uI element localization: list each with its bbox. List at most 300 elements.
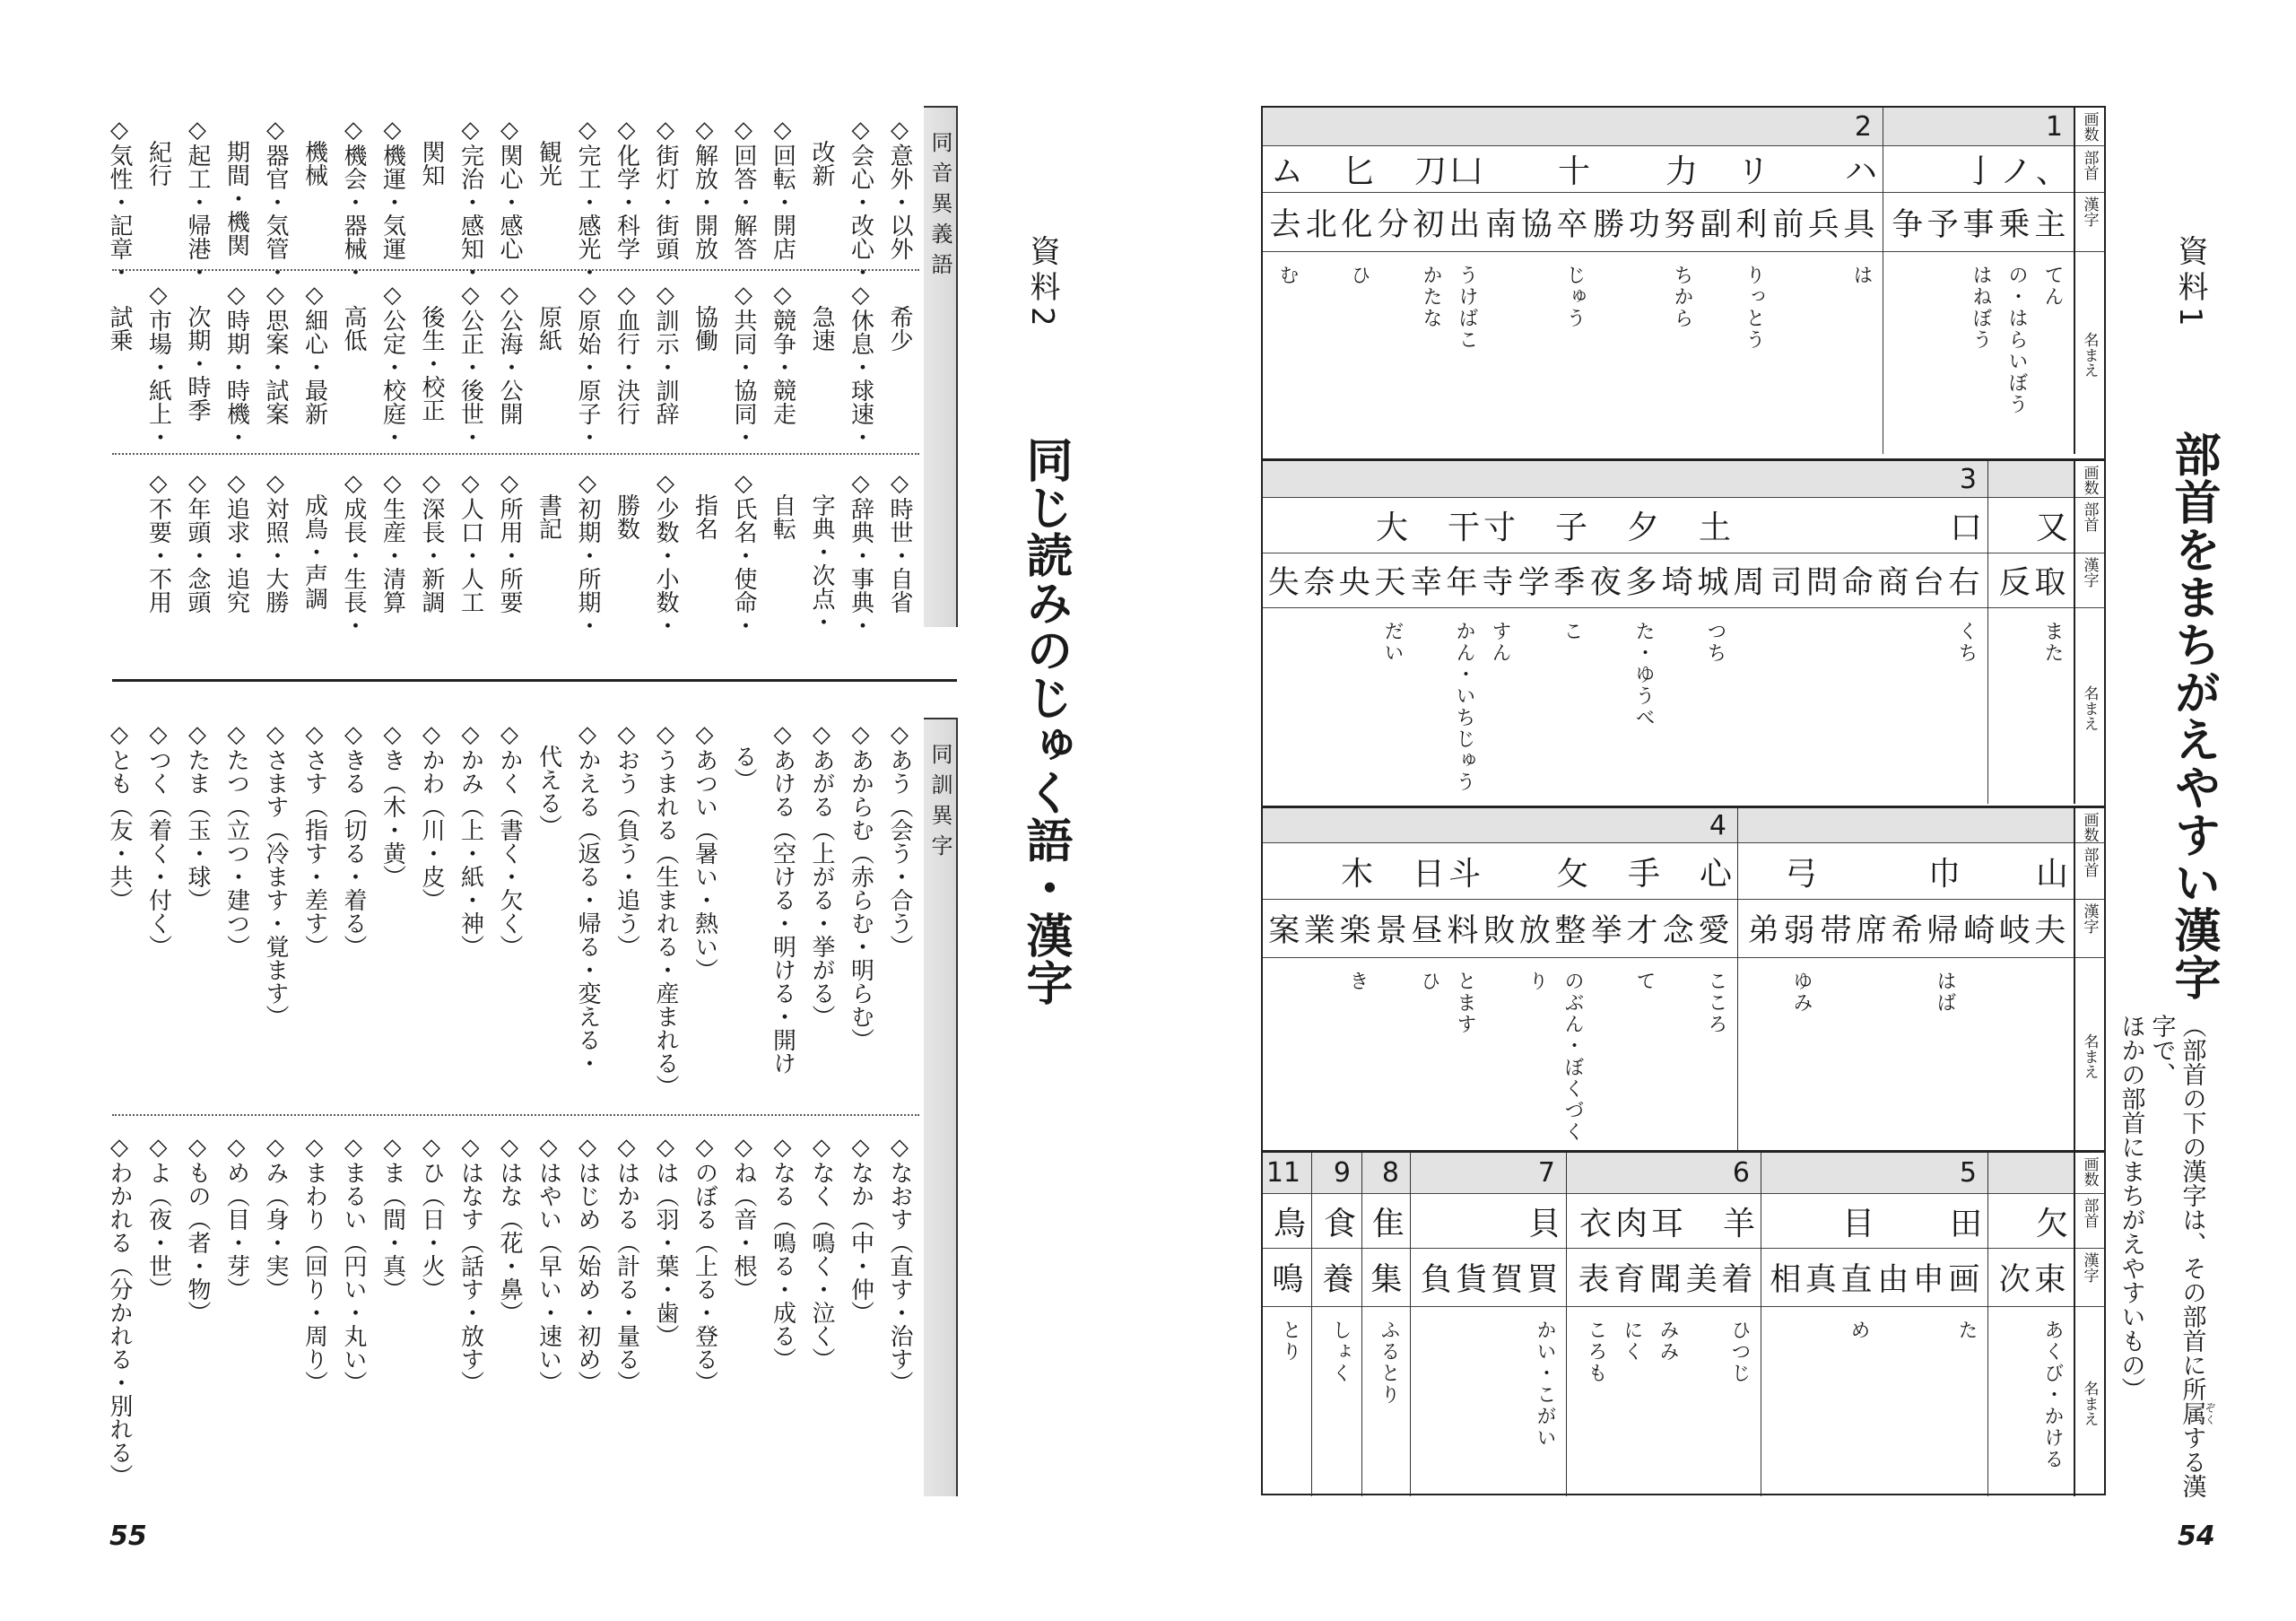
kanji-row bbox=[1263, 1249, 1311, 1307]
radical-name: しょく bbox=[1329, 1320, 1352, 1384]
reading-group bbox=[1375, 958, 1447, 1150]
reading-group bbox=[1410, 608, 1482, 804]
row-label-cell bbox=[2075, 252, 2104, 454]
radical-row bbox=[1411, 1194, 1566, 1249]
name-row bbox=[1988, 608, 2074, 804]
list-column: ◇なか（中・仲） bbox=[847, 1134, 874, 1324]
stroke-group-cell bbox=[1988, 1153, 2074, 1496]
kanji-list: 育 bbox=[1613, 1262, 1649, 1298]
radical: 十 bbox=[1557, 153, 1590, 190]
homonyms-tier-2 bbox=[99, 1134, 918, 1487]
row-label-cell bbox=[2075, 146, 2104, 193]
list-column: ◇きる（切る・着る） bbox=[340, 721, 367, 958]
section-cells bbox=[1263, 1153, 2074, 1496]
reading-group bbox=[1700, 252, 1771, 454]
radical: 目 bbox=[1841, 1205, 1874, 1242]
list-column: ◇成長・生長・ bbox=[340, 470, 367, 637]
radical-name: だい bbox=[1381, 621, 1404, 664]
kanji-group bbox=[1613, 1249, 1649, 1306]
stroke-count: 7 bbox=[1411, 1153, 1566, 1194]
kanji-group bbox=[1592, 193, 1700, 251]
list-column: ◇人口・人工 bbox=[457, 470, 484, 614]
list-column: 次期・時季 bbox=[184, 305, 211, 422]
kanji-group bbox=[1769, 553, 1984, 607]
table-section bbox=[1263, 458, 2104, 804]
radical-name bbox=[2034, 958, 2070, 1150]
list-column: ◇公正・後世・ bbox=[457, 282, 484, 449]
radical: 亅 bbox=[1963, 153, 1996, 190]
list-column: ◇解放・開放 bbox=[691, 117, 718, 260]
kanji-group bbox=[1685, 1249, 1757, 1306]
kanji-row bbox=[1362, 1249, 1410, 1307]
list-column: 指名 bbox=[691, 493, 718, 540]
radical-group bbox=[1998, 1194, 2070, 1248]
kanji-row bbox=[1263, 553, 1987, 608]
ruby-base: 属 bbox=[2178, 1401, 2206, 1425]
list-column: ◇市場・紙上・ bbox=[144, 282, 172, 449]
radical: 刀 bbox=[1413, 153, 1447, 190]
radical-group bbox=[1589, 498, 1661, 553]
radical: 土 bbox=[1698, 510, 1731, 546]
radical-group bbox=[1518, 498, 1589, 553]
kanji-list: 相真直 bbox=[1770, 1262, 1876, 1298]
radical: 巾 bbox=[1927, 855, 1961, 893]
kanji-group bbox=[1662, 900, 1734, 957]
radical: リ bbox=[1736, 153, 1770, 190]
section-label-1 bbox=[2169, 235, 2213, 332]
section-label-char: 料 bbox=[1024, 271, 1060, 307]
stroke-count: 5 bbox=[1761, 1153, 1987, 1194]
stroke-group-cell bbox=[1567, 1153, 1761, 1496]
kanji-row bbox=[1988, 1249, 2074, 1307]
kanji-list: 去 bbox=[1269, 206, 1305, 243]
row-label-cell bbox=[2075, 958, 2104, 1150]
name-row bbox=[1567, 1307, 1761, 1496]
reading-group bbox=[1266, 608, 1410, 804]
kanji-row bbox=[1411, 1249, 1566, 1307]
list-column: ◇のぼる（上る・登る） bbox=[691, 1134, 718, 1394]
name-row bbox=[1263, 252, 1883, 454]
radical: 田 bbox=[1949, 1205, 1982, 1242]
row-labels bbox=[2074, 1153, 2104, 1496]
reading-group bbox=[1662, 958, 1734, 1150]
radical-group bbox=[1662, 843, 1734, 899]
list-column: ◇き（木・黄） bbox=[378, 721, 406, 888]
kanji-list: 副利 bbox=[1700, 206, 1771, 243]
list-column: ◇わかれる（分かれる・別れる） bbox=[106, 1134, 133, 1487]
radical-name: はば bbox=[1934, 971, 1956, 1014]
list-column: ◇あがる（上がる・挙がる） bbox=[808, 721, 835, 1028]
kanji-group bbox=[1269, 193, 1305, 251]
row-label-cell bbox=[2075, 461, 2104, 498]
radical-group bbox=[1747, 843, 1819, 899]
reading-group bbox=[1484, 252, 1592, 454]
list-column: ◇はなす（話す・放す） bbox=[457, 1134, 484, 1394]
reading-group bbox=[1269, 252, 1305, 454]
list-column: 観光 bbox=[535, 140, 562, 187]
kanji-row bbox=[1312, 1249, 1361, 1307]
radical: 夕 bbox=[1626, 510, 1659, 546]
kanji-group bbox=[1589, 553, 1661, 607]
list-column: 勝数 bbox=[613, 493, 640, 540]
radical: 大 bbox=[1375, 510, 1408, 546]
reading-group bbox=[1578, 1307, 1613, 1496]
radical: 又 bbox=[2035, 510, 2068, 546]
list-column: ◇よ（夜・世） bbox=[144, 1134, 172, 1301]
list-column: ◇追求・追究 bbox=[222, 470, 250, 614]
kanji-group bbox=[1962, 900, 2070, 957]
radical-table bbox=[1261, 106, 2106, 1495]
radical: 、 bbox=[2035, 153, 2068, 190]
radical-group bbox=[1613, 1194, 1649, 1248]
kanji-list: 幸年 bbox=[1410, 565, 1482, 601]
kanji-row bbox=[1988, 553, 2074, 608]
homonyms-label-text: 同訓異字 bbox=[927, 743, 952, 865]
stroke-group-cell bbox=[1761, 1153, 1988, 1496]
radical-group bbox=[1447, 843, 1483, 899]
name-row bbox=[1411, 1307, 1566, 1496]
radical-row bbox=[1883, 146, 2074, 193]
section-label-char: 1 bbox=[2172, 307, 2208, 332]
table-section bbox=[1263, 1150, 2104, 1496]
kanji-group bbox=[1484, 193, 1592, 251]
subtitle-text: する漢字で、 bbox=[2147, 1014, 2206, 1498]
list-column: ◇さます（冷ます・覚ます） bbox=[262, 721, 289, 1028]
radical-name: は bbox=[1850, 265, 1873, 286]
kanji-list: 乗 bbox=[1998, 206, 2034, 243]
kanji-list: 養 bbox=[1322, 1262, 1358, 1298]
radical-group bbox=[1269, 146, 1305, 192]
name-row bbox=[1761, 1307, 1987, 1496]
list-column: ◇関心・感心 bbox=[496, 117, 523, 260]
stroke-count bbox=[1988, 461, 2074, 498]
row-label: 名まえ bbox=[2080, 1381, 2099, 1426]
row-label: 部首 bbox=[2080, 150, 2099, 180]
kanji-group bbox=[1419, 1249, 1562, 1306]
list-column: ◇たま（玉・球） bbox=[184, 721, 211, 911]
kanji-group bbox=[1266, 553, 1410, 607]
kanji-list: 主 bbox=[2034, 206, 2070, 243]
radical-name: た・ゆうべ bbox=[1632, 621, 1655, 728]
list-column: ◇かく（書く・欠く） bbox=[496, 721, 523, 958]
list-column: ◇器官・気管・ bbox=[262, 117, 289, 283]
kanji-row bbox=[1263, 900, 1737, 958]
list-column: ◇あける（空ける・明ける・開け bbox=[769, 721, 796, 1075]
radical: 木 bbox=[1340, 855, 1373, 893]
row-label-cell bbox=[2075, 900, 2104, 958]
kanji-list: 敗放整 bbox=[1483, 913, 1590, 949]
list-column: ◇年頭・念頭 bbox=[184, 470, 211, 614]
radical-name: じゅう bbox=[1563, 265, 1586, 329]
stroke-count bbox=[1738, 808, 2074, 843]
stroke-count: 6 bbox=[1567, 1153, 1761, 1194]
list-column: 原紙 bbox=[535, 305, 562, 352]
radical: 干 bbox=[1447, 510, 1480, 546]
list-column: 機械 bbox=[300, 140, 328, 187]
stroke-group-cell bbox=[1263, 808, 1738, 1150]
radical-group bbox=[1266, 498, 1410, 553]
radical-name: ちから bbox=[1671, 265, 1693, 329]
kanji-list: 念愛 bbox=[1662, 913, 1734, 949]
kanji-group bbox=[1649, 1249, 1685, 1306]
kanji-group bbox=[1700, 193, 1771, 251]
kanji-list: 表 bbox=[1578, 1262, 1613, 1298]
radical: 耳 bbox=[1650, 1205, 1683, 1242]
list-column: ◇ひ（日・火） bbox=[418, 1134, 445, 1301]
row-label-cell bbox=[2075, 608, 2104, 804]
kanji-group bbox=[1998, 193, 2034, 251]
row-label-cell bbox=[2075, 843, 2104, 900]
page-number-left: 55 bbox=[109, 1521, 147, 1552]
reading-group bbox=[1305, 252, 1377, 454]
list-column: 希少 bbox=[886, 305, 913, 352]
section-cells bbox=[1263, 108, 2074, 454]
list-column: ◇競争・競走 bbox=[769, 282, 796, 425]
kanji-group bbox=[1377, 193, 1448, 251]
radical: 凵 bbox=[1449, 153, 1483, 190]
kanji-list: 反取 bbox=[1998, 565, 2070, 601]
radical-group bbox=[1305, 146, 1377, 192]
list-column: ◇はかる（計る・量る） bbox=[613, 1134, 640, 1394]
kanji-group bbox=[1322, 1249, 1358, 1306]
radical: 羊 bbox=[1722, 1205, 1755, 1242]
radical-group bbox=[1891, 146, 1998, 192]
radical-group bbox=[1962, 843, 2070, 899]
radical-name: とり bbox=[1279, 1320, 1301, 1363]
list-column: ◇つく（着く・付く） bbox=[144, 721, 172, 958]
kanji-group bbox=[1410, 553, 1482, 607]
homonyms-tier-1 bbox=[99, 721, 918, 1107]
list-column: ◇訓示・訓辞 bbox=[652, 282, 679, 425]
kanji-group bbox=[1747, 900, 1819, 957]
kanji-list: 帯席希帰 bbox=[1820, 913, 1962, 949]
row-label: 漢字 bbox=[2080, 1252, 2099, 1283]
reading-group bbox=[1771, 252, 1879, 454]
divider-solid bbox=[112, 679, 957, 682]
row-label-cell bbox=[2075, 498, 2104, 553]
list-column: ◇時期・時機・ bbox=[222, 282, 250, 449]
stroke-group-cell bbox=[1263, 1153, 1312, 1496]
radical: 攵 bbox=[1555, 855, 1588, 893]
list-column: 急速 bbox=[808, 305, 835, 352]
row-labels bbox=[2074, 108, 2104, 454]
kanji-list: 鳴 bbox=[1272, 1262, 1308, 1298]
section-label-char: 2 bbox=[1024, 307, 1060, 332]
kanji-group bbox=[1578, 1249, 1613, 1306]
reading-group bbox=[2034, 252, 2070, 454]
radical-name: みみ bbox=[1657, 1320, 1679, 1363]
reading-group bbox=[1649, 1307, 1685, 1496]
stroke-group-cell bbox=[1263, 461, 1988, 804]
kanji-list: 由申画 bbox=[1877, 1262, 1984, 1298]
row-label-cell bbox=[2075, 1249, 2104, 1307]
name-row bbox=[1263, 958, 1737, 1150]
subtitle-ruby bbox=[2178, 1401, 2216, 1425]
kanji-list: 案業楽 bbox=[1268, 913, 1375, 949]
list-column: 代える） bbox=[535, 745, 562, 838]
list-column: ◇かわ（川・皮） bbox=[418, 721, 445, 911]
kanji-row bbox=[1263, 193, 1883, 252]
list-column: ◇あからむ（赤らむ・明らむ） bbox=[847, 721, 874, 1051]
list-column: ◇たつ（立つ・建つ） bbox=[222, 721, 250, 958]
radical-name: き bbox=[1346, 971, 1369, 992]
radical-group bbox=[1661, 498, 1733, 553]
radical: 日 bbox=[1412, 855, 1445, 893]
kanji-row bbox=[1738, 900, 2074, 958]
radical-group bbox=[1685, 1194, 1757, 1248]
name-row bbox=[1738, 958, 2074, 1150]
kanji-list: 司問命商台右 bbox=[1770, 565, 1984, 601]
radical: 山 bbox=[2035, 855, 2068, 893]
radical-group bbox=[1272, 1194, 1308, 1248]
stroke-count: 3 bbox=[1263, 461, 1987, 498]
section-label-2 bbox=[1021, 235, 1065, 332]
radical: ム bbox=[1270, 153, 1303, 190]
radical-name: た bbox=[1955, 1320, 1978, 1341]
reading-group bbox=[1419, 1307, 1562, 1496]
radical-group bbox=[1448, 146, 1484, 192]
row-label-cell bbox=[2075, 808, 2104, 843]
divider-dotted bbox=[112, 1114, 919, 1116]
list-column: ◇氏名・使命・ bbox=[730, 470, 757, 637]
row-label: 漢字 bbox=[2080, 557, 2099, 588]
row-label: 画数 bbox=[2080, 465, 2099, 495]
list-column: ◇深長・新調 bbox=[418, 470, 445, 614]
reading-group bbox=[1590, 958, 1662, 1150]
list-column: 自転 bbox=[769, 493, 796, 540]
kanji-group bbox=[1998, 553, 2070, 607]
table-section bbox=[1263, 108, 2104, 454]
list-column: 紀行 bbox=[144, 140, 172, 187]
kanji-list: 負貨賀買 bbox=[1420, 1262, 1562, 1298]
row-label-cell bbox=[2075, 193, 2104, 252]
reading-group bbox=[1448, 252, 1484, 454]
list-column: ◇はやい（早い・速い） bbox=[535, 1134, 562, 1394]
radical-name: かたな bbox=[1420, 265, 1442, 329]
reading-group bbox=[1613, 1307, 1649, 1496]
radical-name: かい・こがい bbox=[1534, 1320, 1556, 1449]
name-row bbox=[1362, 1307, 1410, 1496]
kanji-list: 埼城 bbox=[1661, 565, 1733, 601]
radical-row bbox=[1263, 146, 1883, 193]
radical-group bbox=[1592, 146, 1700, 192]
radical-name: む bbox=[1276, 265, 1299, 286]
name-row bbox=[1263, 608, 1987, 804]
radical-group bbox=[1876, 1194, 1984, 1248]
radical-group bbox=[1578, 1194, 1613, 1248]
section-label-char: 資 bbox=[2172, 235, 2208, 271]
reading-group bbox=[1876, 1307, 1984, 1496]
list-column: ◇まわり（回り・周り） bbox=[300, 1134, 328, 1394]
homophones-tier-2 bbox=[99, 282, 918, 448]
radical-name: りっとう bbox=[1743, 265, 1765, 351]
list-column: ◇完治・感知・ bbox=[457, 117, 484, 283]
radical: 衣 bbox=[1578, 1205, 1612, 1242]
list-column: ◇め（目・芽） bbox=[222, 1134, 250, 1301]
row-label: 部首 bbox=[2080, 501, 2099, 532]
reading-group bbox=[1769, 1307, 1876, 1496]
radical: 欠 bbox=[2035, 1205, 2068, 1242]
reading-group bbox=[1447, 958, 1483, 1150]
radical-group bbox=[1375, 843, 1447, 899]
radical-group bbox=[1733, 498, 1769, 553]
kanji-list: 弟弱 bbox=[1747, 913, 1819, 949]
list-column: ◇ね（音・根） bbox=[730, 1134, 757, 1301]
list-column: ◇さす（指す・差す） bbox=[300, 721, 328, 958]
kanji-list: 北化 bbox=[1305, 206, 1377, 243]
kanji-list: 周 bbox=[1733, 565, 1769, 601]
reading-group bbox=[1747, 958, 1819, 1150]
section-cells bbox=[1263, 461, 2074, 804]
subtitle-text: （部首の下の漢字は、その部首に所 bbox=[2178, 1014, 2206, 1401]
kanji-group bbox=[1482, 553, 1518, 607]
radical-row bbox=[1567, 1194, 1761, 1249]
kanji-group bbox=[1272, 1249, 1308, 1306]
list-column: ◇とも（友・共） bbox=[106, 721, 133, 911]
radical-group bbox=[1998, 498, 2070, 553]
list-column: ◇細心・最新 bbox=[300, 282, 328, 425]
list-column: ◇思案・試案 bbox=[262, 282, 289, 425]
radical: 口 bbox=[1949, 510, 1982, 546]
radical-name: ころも bbox=[1585, 1320, 1607, 1384]
reading-group bbox=[1769, 608, 1984, 804]
radical-row bbox=[1988, 498, 2074, 553]
list-column: ◇回答・解答 bbox=[730, 117, 757, 260]
list-column: 高低 bbox=[340, 305, 367, 352]
radical-row bbox=[1988, 1194, 2074, 1249]
page-subtitle bbox=[2117, 1014, 2216, 1498]
stroke-group-cell bbox=[1883, 108, 2074, 454]
radical: 子 bbox=[1554, 510, 1587, 546]
list-column: ◇機会・器械・ bbox=[340, 117, 367, 283]
radical-row bbox=[1263, 1194, 1311, 1249]
stroke-group-cell bbox=[1263, 108, 1883, 454]
radical-name: つち bbox=[1704, 621, 1726, 664]
list-column: ◇おう（負う・追う） bbox=[613, 721, 640, 958]
kanji-group bbox=[1819, 900, 1962, 957]
kanji-list: 南協卒 bbox=[1485, 206, 1592, 243]
list-column: 字典・次点・ bbox=[808, 493, 835, 633]
radical-name: かん・いちじゅう bbox=[1453, 621, 1475, 793]
reading-group bbox=[1589, 608, 1661, 804]
radical-name: てん bbox=[2041, 265, 2064, 308]
radical-row bbox=[1362, 1194, 1410, 1249]
radical-group bbox=[1482, 498, 1518, 553]
list-column: ◇共同・協同・ bbox=[730, 282, 757, 449]
kanji-list: 前兵具 bbox=[1772, 206, 1879, 243]
list-column: ◇会心・改心・ bbox=[847, 117, 874, 283]
radical-name: ひ bbox=[1348, 265, 1370, 286]
kanji-list: 挙才 bbox=[1590, 913, 1662, 949]
section-label-char: 料 bbox=[2172, 271, 2208, 307]
reading-group bbox=[1661, 608, 1733, 804]
radical-group bbox=[1649, 1194, 1685, 1248]
reading-group bbox=[1518, 608, 1589, 804]
stroke-count: 2 bbox=[1263, 108, 1883, 146]
radical-group bbox=[1590, 843, 1662, 899]
list-column: ◇なる（鳴る・成る） bbox=[769, 1134, 796, 1371]
radical: 隹 bbox=[1371, 1205, 1405, 1242]
radical-name: すん bbox=[1489, 621, 1511, 664]
reading-group bbox=[1891, 252, 1998, 454]
reading-group bbox=[1370, 1307, 1406, 1496]
list-column: ◇意外・以外 bbox=[886, 117, 913, 260]
list-column: ◇回転・開店 bbox=[769, 117, 796, 260]
list-column: ◇はな（花・鼻） bbox=[496, 1134, 523, 1324]
kanji-row bbox=[1567, 1249, 1761, 1307]
kanji-list: 崎岐夫 bbox=[1963, 913, 2070, 949]
row-label-cell bbox=[2075, 1307, 2104, 1496]
